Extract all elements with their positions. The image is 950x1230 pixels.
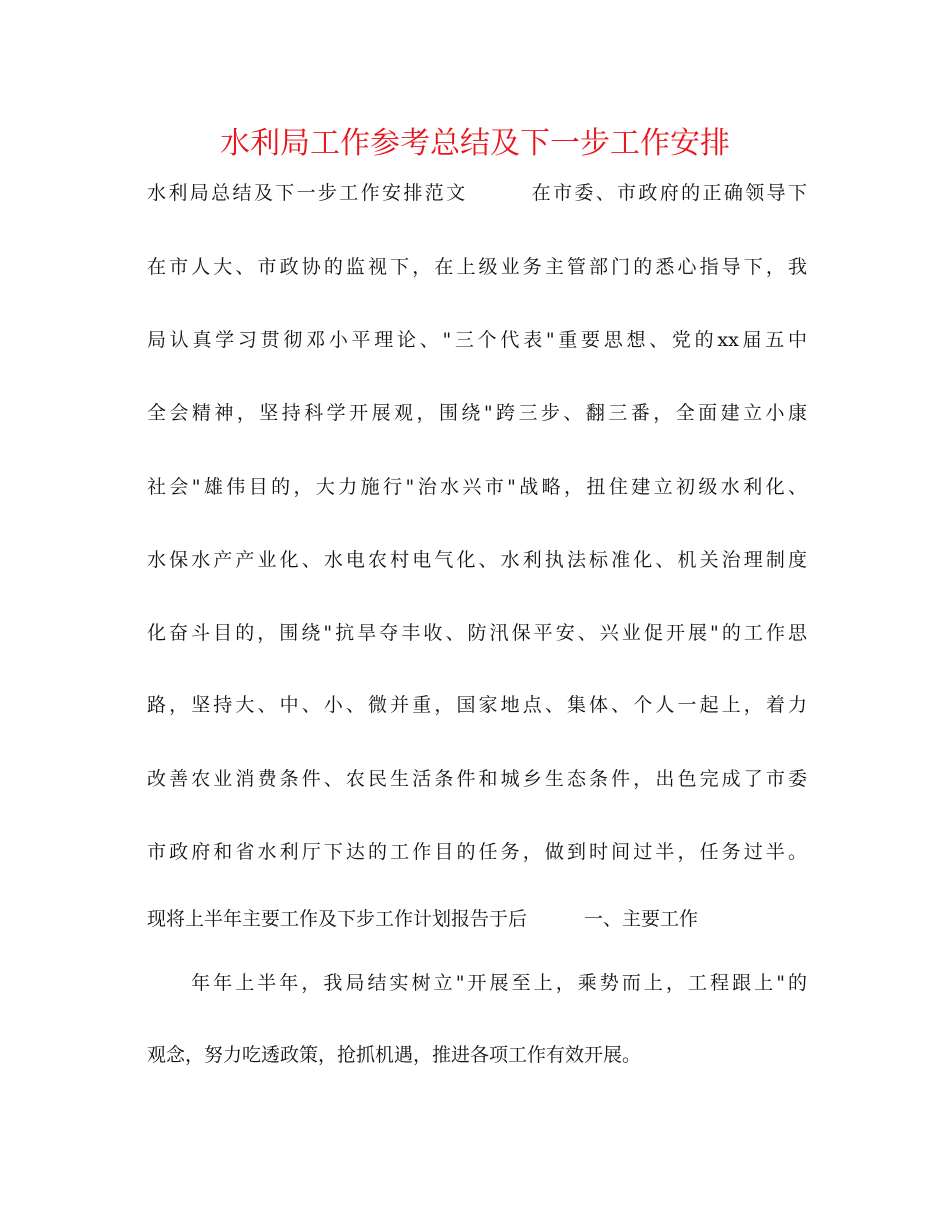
document-title: 水利局工作参考总结及下一步工作安排 xyxy=(220,126,730,161)
paragraph-line: 路，坚持大、中、小、微并重，国家地点、集体、个人一起上，着力 xyxy=(147,694,807,716)
paragraph-line: 水利局总结及下一步工作安排范文 在市委、市政府的正确领导下 xyxy=(147,182,807,204)
paragraph-line: 化奋斗目的，围绕"抗旱夺丰收、防汛保平安、兴业促开展"的工作思 xyxy=(147,622,807,644)
paragraph-line: 在市人大、市政协的监视下，在上级业务主管部门的悉心指导下，我 xyxy=(147,256,807,278)
paragraph-line: 全会精神，坚持科学开展观，围绕"跨三步、翻三番，全面建立小康 xyxy=(147,402,807,424)
paragraph-line: 社会"雄伟目的，大力施行"治水兴市"战略，扭住建立初级水利化、 xyxy=(147,476,807,498)
paragraph-line: 年年上半年，我局结实树立"开展至上，乘势而上，工程跟上"的 xyxy=(147,972,807,994)
paragraph-line: 水保水产产业化、水电农村电气化、水利执法标准化、机关治理制度 xyxy=(147,549,807,571)
paragraph-line: 现将上半年主要工作及下步工作计划报告于后 一、主要工作 xyxy=(147,908,699,930)
paragraph-line: 市政府和省水利厅下达的工作目的任务，做到时间过半，任务过半。 xyxy=(147,841,807,863)
paragraph-line: 改善农业消费条件、农民生活条件和城乡生态条件，出色完成了市委 xyxy=(147,768,807,790)
paragraph-line: 观念，努力吃透政策，抢抓机遇，推进各项工作有效开展。 xyxy=(147,1044,642,1066)
paragraph-line: 局认真学习贯彻邓小平理论、"三个代表"重要思想、党的xx届五中 xyxy=(147,329,807,351)
